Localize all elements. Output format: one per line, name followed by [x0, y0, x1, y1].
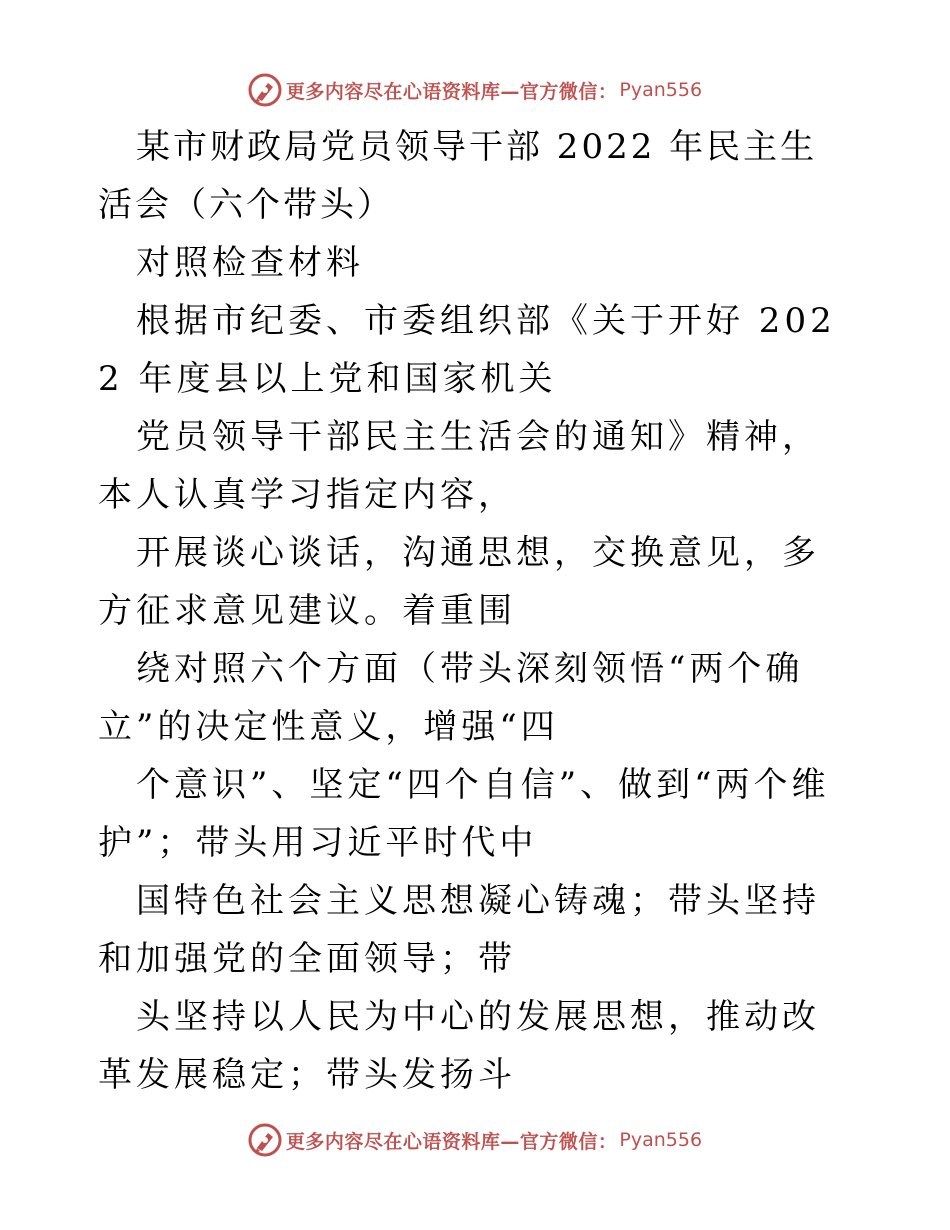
footer-watermark: [0, 1120, 950, 1160]
pen-circle-logo-icon: [248, 73, 282, 107]
paragraph-line: 国特色社会主义思想凝心铸魂；带头坚持和加强党的全面领导；带: [98, 881, 820, 979]
paragraph-line: 头坚持以人民为中心的发展思想，推动改革发展稳定；带头发扬斗: [98, 997, 820, 1095]
document-body: [98, 118, 852, 1104]
paragraph-line: 根据市纪委、市委组织部《关于开好 2022 年度县以上党和国家机关: [98, 301, 836, 399]
header-watermark: [0, 70, 950, 110]
watermark-account: Pyan556: [619, 79, 703, 101]
paragraph-line: 党员领导干部民主生活会的通知》精神，本人认真学习指定内容，: [98, 417, 820, 515]
watermark-text: 更多内容尽在心语资料库—官方微信：: [285, 1130, 618, 1153]
paragraph-line: 个意识”、坚定“四个自信”、做到“两个维护”；带头用习近平时代中: [98, 765, 830, 863]
watermark-text: 更多内容尽在心语资料库—官方微信：: [285, 80, 618, 103]
paragraph-line: 绕对照六个方面（带头深刻领悟“两个确立”的决定性意义，增强“四: [98, 649, 804, 747]
watermark-account: Pyan556: [619, 1129, 703, 1151]
paragraph-line: 开展谈心谈话，沟通思想，交换意见，多方征求意见建议。着重围: [98, 533, 820, 631]
document-title: 某市财政局党员领导干部 2022 年民主生活会（六个带头）: [98, 127, 818, 225]
pen-circle-logo-icon: [248, 1123, 282, 1157]
document-subtitle: 对照检查材料: [136, 243, 364, 283]
